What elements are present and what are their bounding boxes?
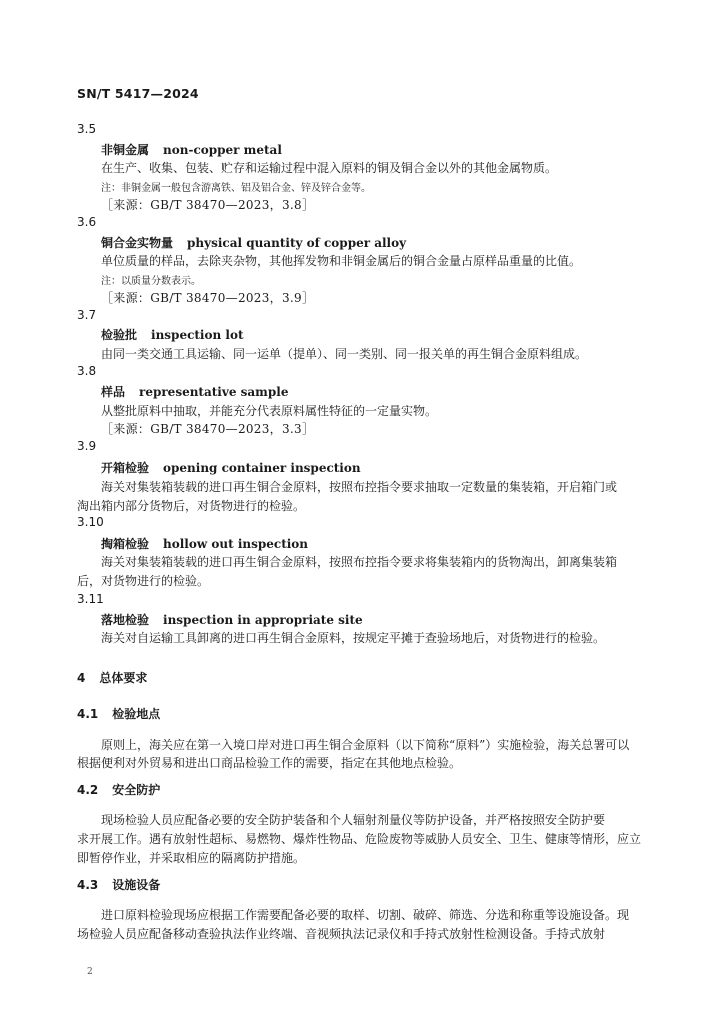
note: 注：以质量分数表示。 bbox=[101, 276, 201, 287]
definition-continued: 淘出箱内部分货物后，对货物进行的检验。 bbox=[77, 499, 306, 513]
section-number: 4.3 bbox=[77, 878, 99, 892]
term-en: physical quantity of copper alloy bbox=[187, 236, 407, 250]
paragraph-line: 原则上，海关应在第一入境口岸对进口再生铜合金原料（以下简称“原料”）实施检验，海关总署可以 bbox=[101, 738, 630, 752]
clause-number: 3.11 bbox=[77, 592, 104, 606]
source-reference: ［来源：GB/T 38470—2023，3.8］ bbox=[101, 198, 315, 212]
source-reference: ［来源：GB/T 38470—2023，3.9］ bbox=[101, 291, 315, 305]
term-heading bbox=[101, 459, 361, 476]
chapter-heading bbox=[77, 669, 147, 686]
paragraph-line: 现场检验人员应配备必要的安全防护装备和个人辐射剂量仪等防护设备，并严格按照安全防护要 bbox=[101, 813, 606, 827]
paragraph-line: 进口原料检验现场应根据工作需要配备必要的取样、切割、破碎、筛选、分选和称重等设施设备。现 bbox=[101, 908, 630, 922]
clause-number: 3.7 bbox=[77, 308, 97, 322]
definition: 在生产、收集、包装、贮存和运输过程中混入原料的铜及铜合金以外的其他金属物质。 bbox=[101, 161, 558, 175]
chapter-title: 总体要求 bbox=[99, 671, 148, 685]
definition-continued: 后，对货物进行的检验。 bbox=[77, 574, 210, 588]
term-heading bbox=[101, 611, 363, 628]
section-number: 4.2 bbox=[77, 783, 99, 797]
definition: 从整批原料中抽取，并能充分代表原料属性特征的一定量实物。 bbox=[101, 404, 438, 418]
definition: 单位质量的样品，去除夹杂物，其他挥发物和非铜金属后的铜合金量占原样品重量的比值。 bbox=[101, 254, 582, 268]
page-number: 2 bbox=[87, 967, 93, 977]
term-en: non-copper metal bbox=[163, 143, 282, 157]
term-zh: 样品 bbox=[101, 385, 126, 399]
term-en: opening container inspection bbox=[163, 461, 361, 475]
section-heading bbox=[77, 781, 160, 798]
term-en: hollow out inspection bbox=[163, 537, 309, 551]
definition: 海关对集装箱装载的进口再生铜合金原料，按照布控指令要求将集装箱内的货物淘出，卸离集装箱 bbox=[101, 555, 618, 569]
paragraph-line: 求开展工作。遇有放射性超标、易燃物、爆炸性物品、危险废物等威胁人员安全、卫生、健康等情形，应立 bbox=[77, 832, 642, 846]
term-zh: 落地检验 bbox=[101, 613, 150, 627]
term-heading bbox=[101, 383, 288, 400]
source-reference: ［来源：GB/T 38470—2023，3.3］ bbox=[101, 422, 315, 436]
term-heading bbox=[101, 141, 282, 158]
clause-number: 3.8 bbox=[77, 364, 97, 378]
section-number: 4.1 bbox=[77, 707, 99, 721]
term-heading bbox=[101, 535, 308, 552]
section-title: 设施设备 bbox=[112, 878, 161, 892]
section-heading bbox=[77, 876, 160, 893]
clause-number: 3.6 bbox=[77, 215, 97, 229]
clause-number: 3.9 bbox=[77, 439, 97, 453]
paragraph-line: 根据便利对外贸易和进出口商品检验工作的需要，指定在其他地点检验。 bbox=[77, 756, 462, 770]
definition: 由同一类交通工具运输、同一运单（提单）、同一类别、同一报关单的再生铜合金原料组成。 bbox=[101, 347, 588, 361]
term-en: inspection lot bbox=[151, 328, 244, 342]
term-zh: 铜合金实物量 bbox=[101, 236, 174, 250]
standard-header: SN/T 5417—2024 bbox=[77, 86, 199, 101]
paragraph-line: 即暂停作业，并采取相应的隔离防护措施。 bbox=[77, 851, 306, 865]
definition: 海关对集装箱装载的进口再生铜合金原料，按照布控指令要求抽取一定数量的集装箱，开启箱门或 bbox=[101, 480, 618, 494]
chapter-number: 4 bbox=[77, 671, 86, 685]
term-heading bbox=[101, 326, 244, 343]
section-title: 检验地点 bbox=[112, 707, 161, 721]
term-zh: 非铜金属 bbox=[101, 143, 150, 157]
clause-number: 3.10 bbox=[77, 515, 104, 529]
term-en: representative sample bbox=[139, 385, 289, 399]
term-zh: 掏箱检验 bbox=[101, 537, 150, 551]
section-heading bbox=[77, 705, 160, 722]
note: 注：非铜金属一般包含游离铁、铝及铝合金、锌及锌合金等。 bbox=[101, 183, 371, 194]
clause-number: 3.5 bbox=[77, 122, 97, 136]
term-heading bbox=[101, 234, 406, 251]
term-zh: 开箱检验 bbox=[101, 461, 150, 475]
section-title: 安全防护 bbox=[112, 783, 161, 797]
term-en: inspection in appropriate site bbox=[163, 613, 363, 627]
definition: 海关对自运输工具卸离的进口再生铜合金原料，按规定平摊于查验场地后，对货物进行的检验。 bbox=[101, 631, 606, 645]
term-zh: 检验批 bbox=[101, 328, 138, 342]
paragraph-line: 场检验人员应配备移动查验执法作业终端、音视频执法记录仪和手持式放射性检测设备。手持式放射 bbox=[77, 927, 606, 941]
